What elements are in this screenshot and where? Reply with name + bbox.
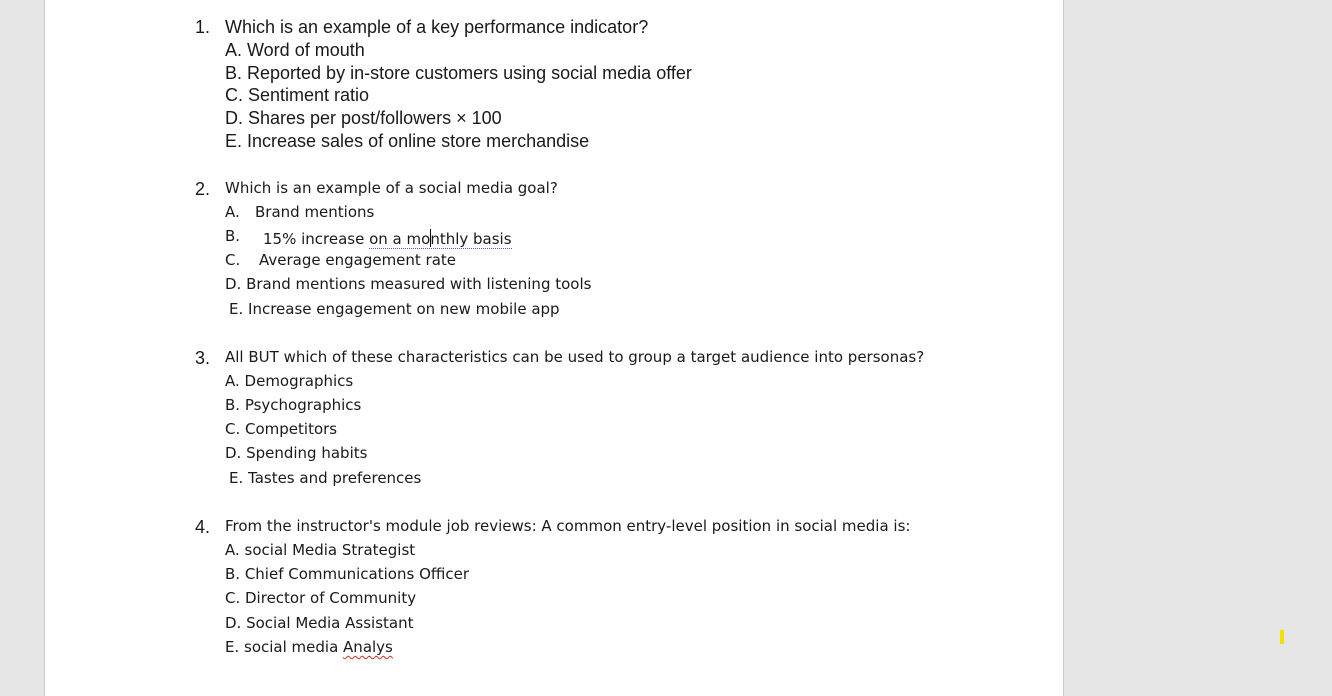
question-2-option-d: D. Brand mentions measured with listening tools	[225, 275, 592, 293]
question-1-option-d: D. Shares per post/followers × 100	[225, 108, 502, 128]
question-2-option-b-text-start: 15% increase	[263, 230, 370, 248]
question-2-option-b-text	[263, 229, 512, 247]
question-4-option-b: B. Chief Communications Officer	[225, 565, 470, 583]
question-2-option-c-letter: C.	[225, 251, 241, 269]
question-2-option-e: E. Increase engagement on new mobile app	[229, 300, 560, 318]
question-2-option-b-letter: B.	[225, 227, 241, 245]
grammar-flag-text-2: nthly basis	[430, 230, 512, 248]
question-2-option-a-letter: A.	[225, 203, 240, 221]
spelling-flag[interactable]: Analys	[343, 638, 393, 656]
question-4-option-c: C. Director of Community	[225, 589, 417, 607]
question-3-option-a: A. Demographics	[225, 372, 354, 390]
question-2-option-c-text: Average engagement rate	[259, 251, 457, 269]
question-2-option-a-text: Brand mentions	[255, 203, 375, 221]
question-1-number: 1.	[195, 17, 211, 37]
question-3-text: All BUT which of these characteristics can be used to group a target audience into personas?	[225, 348, 925, 366]
question-1-text: Which is an example of a key performance indicator?	[225, 17, 649, 37]
question-1-option-a: A. Word of mouth	[225, 40, 365, 60]
grammar-flag-text-1: on a mo	[369, 230, 431, 248]
question-3-option-d: D. Spending habits	[225, 444, 368, 462]
question-4-option-e-start: E. social media	[225, 638, 344, 656]
highlight-marker	[1280, 630, 1284, 644]
question-4-number: 4.	[195, 517, 211, 537]
question-3-number: 3.	[195, 348, 211, 368]
question-4-text: From the instructor's module job reviews: A common entry-level position in social media is:	[225, 517, 911, 535]
question-1-option-c: C. Sentiment ratio	[225, 85, 370, 105]
question-1-option-b: B. Reported by in-store customers using social media offer	[225, 63, 692, 83]
question-4-option-d: D. Social Media Assistant	[225, 614, 414, 632]
question-4-option-e	[225, 640, 393, 655]
question-3-option-c: C. Competitors	[225, 420, 338, 438]
question-1-option-e: E. Increase sales of online store merchandise	[225, 131, 590, 151]
question-3-option-b: B. Psychographics	[225, 396, 362, 414]
question-3-option-e: E. Tastes and preferences	[229, 469, 422, 487]
question-4-option-a: A. social Media Strategist	[225, 541, 416, 559]
question-2-text: Which is an example of a social media goal?	[225, 179, 558, 197]
grammar-flag[interactable]	[369, 230, 511, 249]
document-page[interactable]	[44, 0, 1064, 696]
question-2-number: 2.	[195, 179, 211, 199]
